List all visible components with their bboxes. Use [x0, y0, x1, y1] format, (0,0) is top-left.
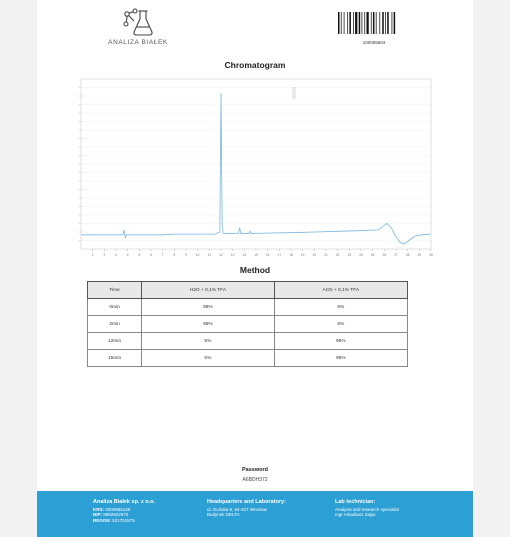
- x-tick-label: 3: [115, 253, 117, 257]
- chromatogram-chart: [67, 73, 435, 263]
- barcode-bar: [344, 12, 345, 34]
- barcode: [337, 12, 411, 45]
- x-tick-label: 7: [161, 253, 164, 257]
- x-tick-label: 21: [324, 253, 328, 257]
- x-tick-label: 17: [277, 253, 282, 257]
- column-header: Time: [88, 282, 142, 299]
- barcode-bar: [359, 12, 361, 34]
- nip-value: 8992922970: [103, 512, 129, 518]
- table-cell: 95%: [274, 333, 407, 350]
- barcode-number: 100005604: [362, 40, 386, 45]
- barcode-bar: [373, 12, 375, 34]
- footer-company-info: [93, 500, 155, 523]
- barcode-bar: [362, 12, 363, 34]
- barcode-bar: [387, 12, 389, 34]
- x-tick-label: 15: [254, 253, 258, 257]
- table-row: [88, 316, 408, 333]
- barcode-bar: [364, 12, 365, 34]
- password-value: A6BDH372: [242, 477, 268, 483]
- x-tick-label: 11: [207, 253, 211, 257]
- method-title: Method: [239, 265, 271, 275]
- footer-lab-technician: [335, 500, 399, 518]
- table-row: [88, 350, 408, 367]
- barcode-bar: [394, 12, 396, 34]
- chart-title: Chromatogram: [224, 60, 286, 70]
- column-header: ACN + 0,1% TFA: [274, 282, 407, 299]
- barcode-bar: [379, 12, 380, 34]
- x-tick-label: 24: [359, 253, 363, 257]
- barcode-bar: [385, 12, 386, 34]
- x-tick-label: 4: [126, 253, 129, 257]
- footer-headquarters: [207, 500, 286, 518]
- company-logo-text: ANALIZA BIAŁEK: [108, 39, 168, 46]
- table-cell: 95%: [142, 299, 274, 316]
- company-logo: [93, 8, 183, 46]
- table-cell: 5%: [274, 316, 407, 333]
- x-tick-label: 10: [195, 253, 200, 257]
- hq-building: Budynek DELTA: [207, 512, 240, 518]
- barcode-bar: [338, 12, 340, 34]
- regon-label: REGON:: [93, 517, 111, 523]
- table-header-row: [88, 282, 408, 299]
- password-label: Password: [242, 467, 268, 473]
- x-tick-label: 5: [138, 253, 141, 257]
- barcode-bar: [382, 12, 384, 34]
- x-tick-label: 16: [265, 253, 270, 257]
- barcode-bar: [341, 12, 342, 34]
- x-tick-label: 12: [219, 253, 223, 257]
- barcode-bar: [371, 12, 372, 34]
- lab-title: Lab technician:: [335, 499, 376, 505]
- lab-name: mgr Arkadiusz Zając: [335, 512, 376, 518]
- barcode-bar: [376, 12, 377, 34]
- table-row: [88, 299, 408, 316]
- table-cell: 2min: [88, 316, 142, 333]
- method-table: [87, 281, 408, 367]
- x-tick-label: 14: [242, 253, 247, 257]
- table-row: [88, 333, 408, 350]
- x-tick-label: 18: [289, 253, 293, 257]
- table-cell: 12min: [88, 333, 142, 350]
- x-tick-label: 28: [405, 253, 410, 257]
- certificate-page: [37, 0, 473, 537]
- regon-value: 521751875: [112, 517, 135, 523]
- table-cell: 5%: [142, 333, 274, 350]
- x-tick-label: 22: [335, 253, 340, 257]
- table-cell: 95%: [142, 316, 274, 333]
- nip-label: NIP:: [93, 512, 102, 518]
- x-tick-label: 6: [150, 253, 152, 257]
- barcode-bar: [367, 12, 369, 34]
- table-cell: 5%: [274, 299, 407, 316]
- x-tick-label: 20: [312, 253, 317, 257]
- barcode-bars: [337, 12, 411, 34]
- x-tick-label: 19: [300, 253, 305, 257]
- hq-title: Headquarters and Laboratory:: [207, 499, 286, 505]
- x-tick-label: 8: [173, 253, 176, 257]
- krs-label: KRS:: [93, 506, 104, 512]
- table-cell: 95%: [274, 350, 407, 367]
- barcode-bar: [392, 12, 393, 34]
- krs-value: 0000966148: [105, 506, 131, 512]
- table-cell: 0min: [88, 299, 142, 316]
- column-header: H2O + 0,1% TFA: [142, 282, 274, 299]
- x-tick-label: 27: [394, 253, 398, 257]
- x-tick-label: 9: [185, 253, 187, 257]
- table-cell: 5%: [142, 350, 274, 367]
- x-tick-label: 30: [429, 253, 433, 257]
- barcode-bar: [347, 12, 348, 34]
- footer-company-name: Analiza Białek sp. z o.o.: [93, 499, 156, 505]
- x-tick-label: 1: [91, 253, 94, 257]
- table-cell: 15min: [88, 350, 142, 367]
- hq-address: ul. Duńska 9, 54-427 Wrocław: [207, 506, 267, 512]
- barcode-bar: [353, 12, 354, 34]
- x-tick-label: 25: [370, 253, 375, 257]
- x-tick-label: 23: [347, 253, 352, 257]
- footer: [37, 491, 473, 537]
- x-tick-label: 29: [417, 253, 422, 257]
- lab-role: Analysis and research specialist: [335, 506, 400, 512]
- barcode-bar: [355, 12, 357, 34]
- x-tick-label: 13: [230, 253, 235, 257]
- molecule-flask-icon: [121, 8, 155, 38]
- barcode-bar: [349, 12, 351, 34]
- x-tick-label: 26: [382, 253, 387, 257]
- x-tick-label: 2: [103, 253, 106, 257]
